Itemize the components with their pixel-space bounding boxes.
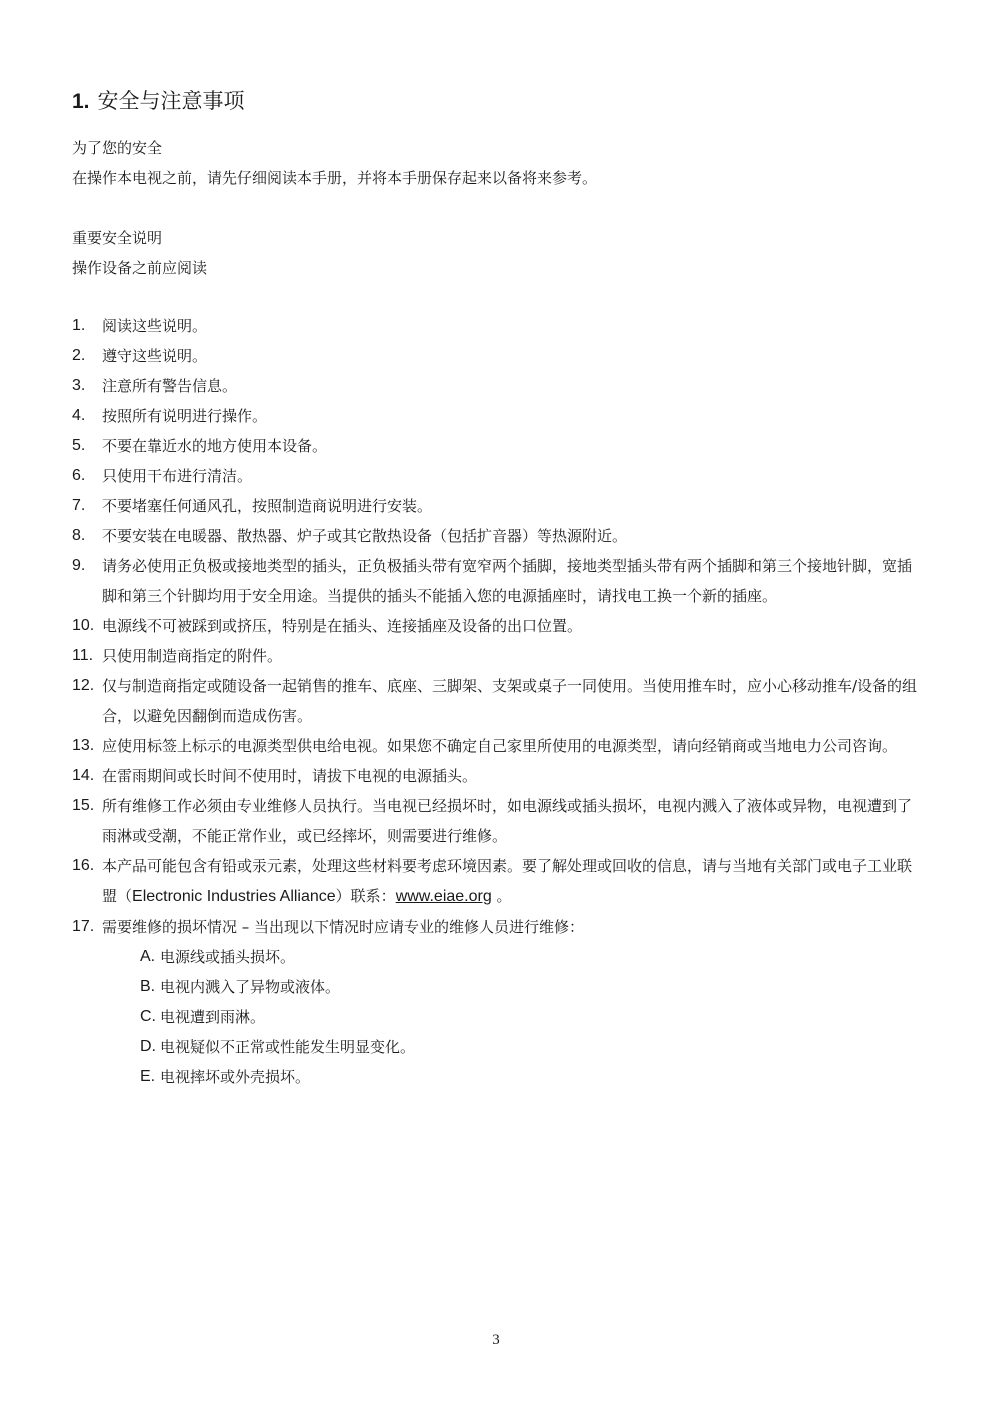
- list-item: [72, 611, 924, 641]
- item-text: 按照所有说明进行操作。: [102, 407, 268, 425]
- item-number: 2.: [72, 347, 86, 364]
- intro-heading: 为了您的安全: [72, 139, 163, 157]
- sub-list-item: [110, 972, 924, 1002]
- item-number: 13.: [72, 737, 95, 754]
- item-text: 阅读这些说明。: [102, 317, 208, 335]
- sub-item-letter: B.: [140, 978, 156, 995]
- item-text: 所有维修工作必须由专业维修人员执行。当电视已经损坏时，如电源线或插头损坏，电视内溅入了液体或异物，电视遭到了雨淋或受潮，不能正常作业，或已经摔坏，则需要进行维修。: [102, 797, 913, 845]
- section-title-text: 安全与注意事项: [97, 89, 245, 113]
- item-text: 不要堵塞任何通风孔，按照制造商说明进行安装。: [102, 497, 433, 515]
- sub-list-item: [110, 1032, 924, 1062]
- section-title: [72, 86, 924, 117]
- item-text: 本产品可能包含有铅或汞元素，处理这些材料要考虑环境因素。要了解处理或回收的信息，请与当地有关部门或电子工业联盟（: [102, 857, 913, 905]
- sub-item-letter: D.: [140, 1038, 156, 1055]
- list-item: [72, 791, 924, 851]
- item-text: 在雷雨期间或长时间不使用时，请拔下电视的电源插头。: [102, 767, 478, 785]
- item-text: 。: [491, 887, 512, 905]
- list-item: [72, 671, 924, 731]
- item-number: 9.: [72, 557, 86, 574]
- item-text: 只使用干布进行清洁。: [102, 467, 253, 485]
- item-text: 遵守这些说明。: [102, 347, 208, 365]
- item-number: 12.: [72, 677, 95, 694]
- item-number: 5.: [72, 437, 86, 454]
- sub-item-text: 电视内溅入了异物或液体。: [160, 978, 341, 996]
- sub-item-letter: A.: [140, 948, 156, 965]
- item-number: 7.: [72, 497, 86, 514]
- item-number: 1.: [72, 317, 86, 334]
- list-item: [72, 641, 924, 671]
- item-text: 仅与制造商指定或随设备一起销售的推车、底座、三脚架、支架或桌子一同使用。当使用推车时，应小心移动推车/设备的组合，以避免因翻倒而造成伤害。: [102, 677, 918, 725]
- item-text: 应使用标签上标示的电源类型供电给电视。如果您不确定自己家里所使用的电源类型，请向经销商或当地电力公司咨询。: [102, 737, 898, 755]
- section-number: 1.: [72, 90, 90, 113]
- list-item-17: [72, 912, 924, 1092]
- damage-sublist: [102, 942, 924, 1092]
- sub-item-letter: E.: [140, 1068, 156, 1085]
- safety-list: [72, 311, 924, 1092]
- org-name: Electronic Industries Alliance: [132, 888, 336, 905]
- document-page: [72, 86, 924, 1092]
- item-text: 需要维修的损坏情况 – 当出现以下情况时应请专业的维修人员进行维修：: [102, 918, 585, 936]
- important-heading: 重要安全说明: [72, 229, 163, 247]
- list-item: [72, 491, 924, 521]
- item-number: 15.: [72, 797, 95, 814]
- item-number: 10.: [72, 617, 95, 634]
- spacer: [72, 283, 924, 311]
- list-item: [72, 431, 924, 461]
- item-text: 不要在靠近水的地方使用本设备。: [102, 437, 328, 455]
- spacer: [72, 193, 924, 223]
- list-item: [72, 761, 924, 791]
- item-text: 注意所有警告信息。: [102, 377, 238, 395]
- sub-list-item: [110, 942, 924, 972]
- item-text: 只使用制造商指定的附件。: [102, 647, 283, 665]
- intro-text: 在操作本电视之前，请先仔细阅读本手册，并将本手册保存起来以备将来参考。: [72, 169, 598, 187]
- item-number: 3.: [72, 377, 86, 394]
- list-item: [72, 311, 924, 341]
- list-item: [72, 341, 924, 371]
- list-item-16: [72, 851, 924, 912]
- item-text: 不要安装在电暖器、散热器、炉子或其它散热设备（包括扩音器）等热源附近。: [102, 527, 628, 545]
- item-number: 14.: [72, 767, 95, 784]
- item-number: 8.: [72, 527, 86, 544]
- list-item: [72, 521, 924, 551]
- item-text: ）联系：: [335, 887, 396, 905]
- list-item: [72, 371, 924, 401]
- item-text: 请务必使用正负极或接地类型的插头，正负极插头带有宽窄两个插脚，接地类型插头带有两个插脚和第三个接地针脚，宽插脚和第三个针脚均用于安全用途。当提供的插头不能插入您的电源插座时，请找电工换一个新的插座。: [102, 557, 913, 605]
- eiae-link[interactable]: www.eiae.org: [395, 888, 492, 905]
- list-item: [72, 401, 924, 431]
- sub-item-text: 电视疑似不正常或性能发生明显变化。: [160, 1038, 416, 1056]
- sub-item-text: 电视摔坏或外壳损坏。: [160, 1068, 311, 1086]
- list-item: [72, 551, 924, 611]
- list-item: [72, 731, 924, 761]
- item-number: 17.: [72, 918, 95, 935]
- sub-list-item: [110, 1062, 924, 1092]
- page-number: 3: [492, 1332, 500, 1348]
- sub-item-letter: C.: [140, 1008, 156, 1025]
- list-item: [72, 461, 924, 491]
- item-number: 6.: [72, 467, 86, 484]
- item-number: 16.: [72, 857, 95, 874]
- item-text: 电源线不可被踩到或挤压，特别是在插头、连接插座及设备的出口位置。: [102, 617, 583, 635]
- item-number: 11.: [72, 647, 94, 664]
- sub-item-text: 电源线或插头损坏。: [160, 948, 296, 966]
- sub-item-text: 电视遭到雨淋。: [160, 1008, 266, 1026]
- important-subheading: 操作设备之前应阅读: [72, 259, 208, 277]
- item-number: 4.: [72, 407, 86, 424]
- sub-list-item: [110, 1002, 924, 1032]
